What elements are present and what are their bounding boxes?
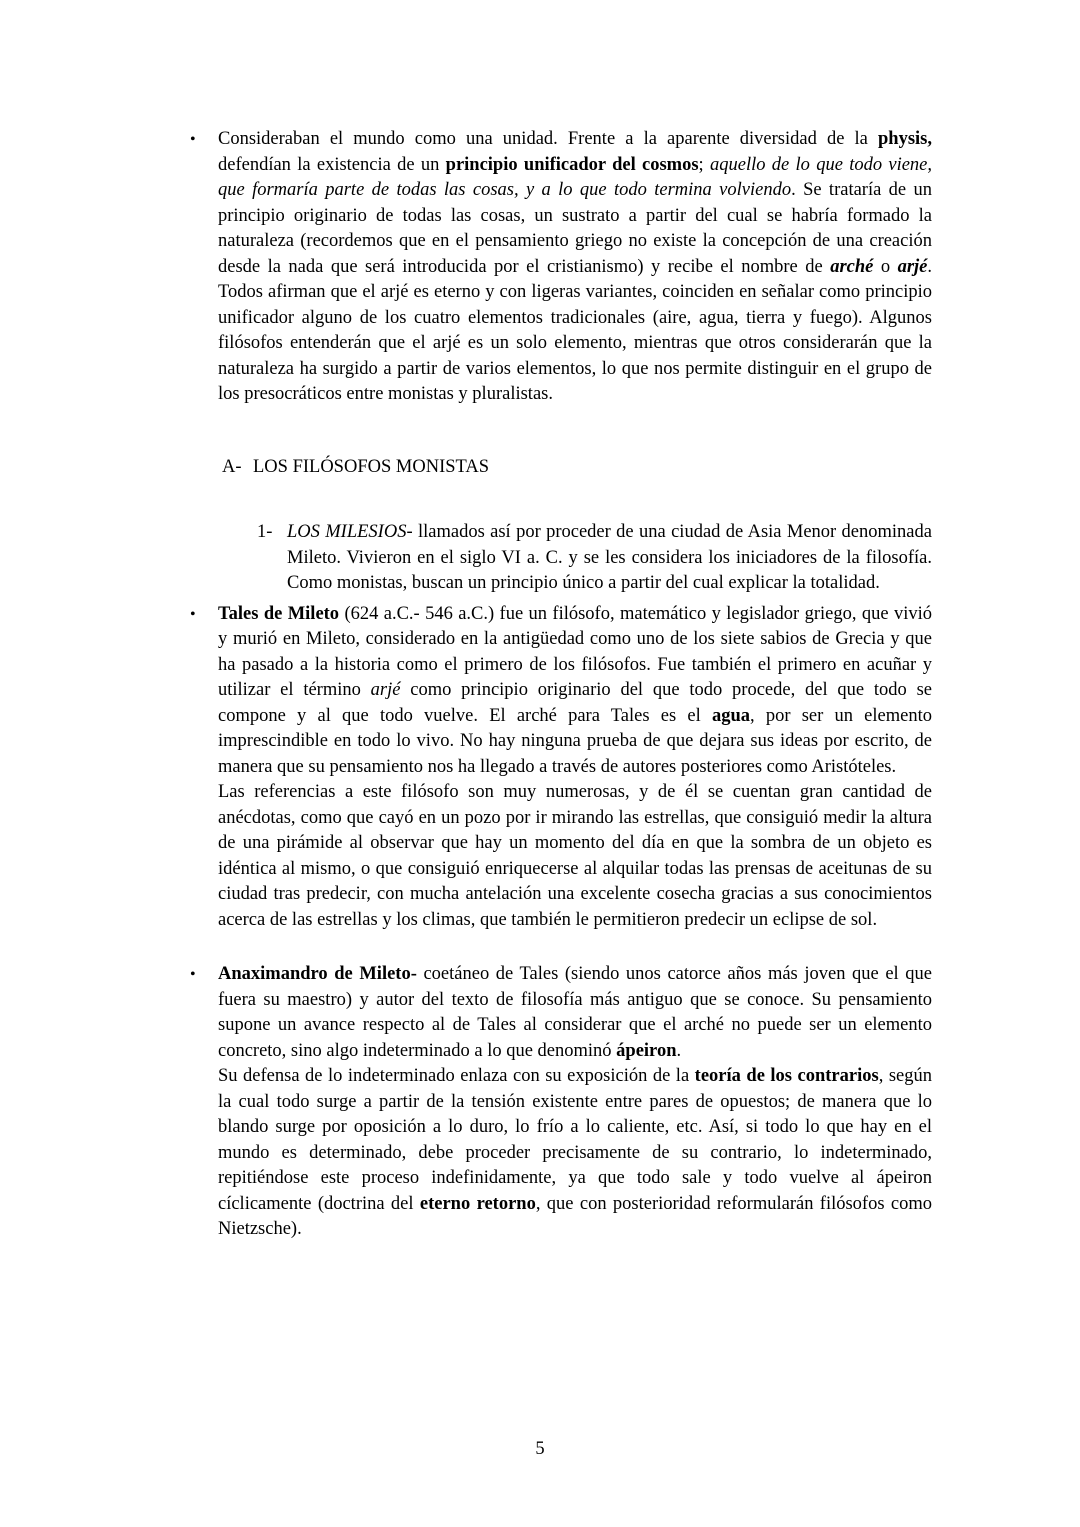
bullet-icon: •: [190, 605, 196, 623]
text-run: o: [873, 256, 898, 277]
list-marker: 1-: [257, 522, 273, 542]
text-run: coetáneo de Tales (siendo unos catorce años más joven que el que fuera su maestro) y autor del texto de filosofía más antiguo que se conoce. Su pensamiento supone un avance respecto al de Tales al considerar que el arché no puede ser un elemento concreto, sino algo indeterminado a lo que denominó: [218, 964, 932, 1061]
text-run: eterno retorno: [419, 1193, 536, 1214]
bullet-icon: •: [190, 131, 196, 148]
text-run: Anaximandro de Mileto-: [218, 964, 417, 984]
bullet-icon: •: [190, 966, 196, 983]
paragraph: [218, 127, 932, 408]
bullet-item: [190, 602, 932, 934]
page-number: 5: [535, 1439, 545, 1459]
paragraph: [218, 962, 932, 1064]
paragraph: [218, 1064, 932, 1243]
section-heading: [222, 455, 932, 481]
text-run: .: [676, 1040, 682, 1061]
text-run: Tales de Mileto: [218, 603, 340, 624]
paragraph: [218, 780, 932, 933]
text-run: Las referencias a este filósofo son muy numerosas, y de él se cuentan gran cantidad de anécdotas, como que cayó en un pozo por ir mirando las estrellas, que consiguió medir la altura de una pirámide al observar que hay un momento del día en que la sombra de un objeto es idéntica al mismo, o que consiguió enriquecerse al alquilar todas las prensas de aceitunas de su ciudad tras predecir, con mucha antelación una excelente cosecha gracias a sus conocimientos acerca de las estrellas y los climas, que también le permitieron predecir un eclipse de sol.: [218, 782, 932, 930]
text-run: LOS MILESIOS: [287, 522, 407, 542]
text-body: [287, 520, 932, 597]
text-run: agua: [711, 705, 750, 726]
text-run: Su defensa de lo indeterminado enlaza con su exposición de la: [218, 1066, 695, 1086]
text-run: principio unificador del cosmos: [445, 154, 699, 175]
text-run: aquello de lo que todo viene, que formaría parte de todas las cosas, y a lo que todo termina volviendo: [218, 154, 933, 200]
paragraph: [218, 602, 932, 781]
text-run: . Todos afirman que el arjé es eterno y con ligeras variantes, coinciden en señalar como principio unificador alguno de los cuatro elementos tradicionales (aire, agua, tierra y fuego). Algunos filósofos entenderán que el arjé es un solo elemento, mientras que otros considerarán que la naturaleza ha surgido a partir de varios elementos, lo que nos permite distinguir en el grupo de los presocráticos entre monistas y pluralistas.: [218, 256, 932, 404]
paragraph: [253, 455, 932, 481]
text-run: , según la cual todo surge a partir de la tensión existente entre pares de opuestos; de manera que lo blando surge por oposición a lo duro, lo frío a lo caliente, etc. Así, si todo lo que hay en el mundo es determinado, debe proceder precisamente de su contrario, lo indeterminado, repitiéndose este proceso indefinidamente, ya que todo sale y todo vuelve al ápeiron cíclicamente (doctrina del: [218, 1066, 932, 1214]
text-run: - llamados así por proceder de una ciudad de Asia Menor denominada Mileto. Vivieron en el siglo VI a. C. y se les considera los iniciadores de la filosofía. Como monistas, buscan un principio único a partir del cual explicar la totalidad.: [287, 522, 932, 593]
text-run: arché: [830, 256, 874, 277]
text-run: LOS FILÓSOFOS MONISTAS: [253, 456, 489, 477]
text-run: ;: [698, 154, 710, 175]
text-run: . Se trataría de un principio originario de todas las cosas, un sustrato a partir del cual se habría formado la naturaleza (recordemos que en el pensamiento griego no existe la concepción de una creación desde la nada que será introducida por el cristianismo) y recibe el nombre de: [218, 180, 932, 277]
bullet-item: [190, 962, 932, 1243]
text-run: teoría de los contrarios: [694, 1066, 879, 1086]
text-run: Consideraban el mundo como una unidad. Frente a la aparente diversidad de la: [218, 129, 878, 149]
text-run: como principio originario del que todo procede, del que todo se compone y al que todo vuelve. El arché para Tales es el: [218, 680, 932, 726]
text-run: arjé: [897, 256, 928, 277]
text-run: , por ser un elemento imprescindible en todo lo vivo. No hay ninguna prueba de que dejara sus ideas por escrito, de manera que su pensamiento nos ha llegado a través de autores posteriores como Aristóteles.: [218, 705, 932, 777]
text-run: physis,: [878, 129, 932, 149]
paragraph: [287, 520, 932, 597]
text-body: [218, 962, 932, 1243]
text-run: defendían la existencia de un: [218, 154, 446, 175]
text-body: [253, 455, 932, 481]
text-run: arjé: [370, 680, 401, 700]
text-run: , que con posterioridad reformularán filósofos como Nietzsche).: [218, 1193, 932, 1239]
text-body: [218, 602, 932, 934]
bullet-item: [190, 127, 932, 408]
document-content: [190, 127, 932, 1243]
text-run: ápeiron: [616, 1040, 677, 1061]
numbered-item: [257, 520, 932, 597]
text-body: [218, 127, 932, 408]
list-marker: A-: [222, 456, 242, 477]
text-run: (624 a.C.- 546 a.C.) fue un filósofo, matemático y legislador griego, que vivió y murió en Mileto, considerado en la antigüedad como uno de los siete sabios de Grecia y que ha pasado a la historia como el primero de los filósofos. Fue también el primero en acuñar y utilizar el término: [218, 603, 932, 700]
